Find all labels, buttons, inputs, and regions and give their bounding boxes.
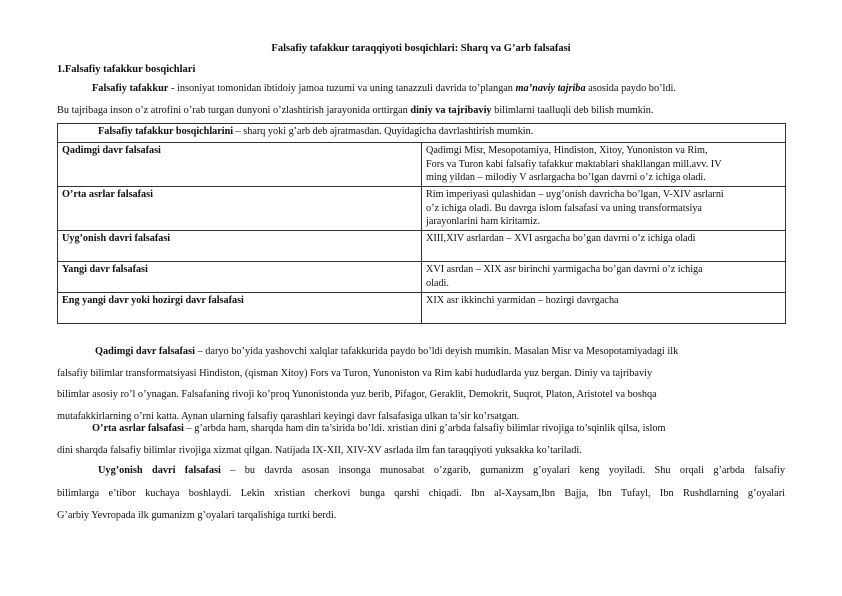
- qadimgi-term: Qadimgi davr falsafasi: [95, 346, 195, 357]
- periods-table: [57, 123, 786, 324]
- qadimgi-line: mutafakkirlarning o’rni katta. Aynan ularning falsafiy qarashlari keyingi davr falsafasiga ulkan ta’sir ko’rsatgan.: [57, 410, 520, 422]
- orta-line: dini sharqda falsafiy bilimlar rivojiga xizmat qilgan. Natijada IX-XII, XIV-XV asrlada ilm fan taraqqiyoti yuksakka ko’tariladi.: [57, 444, 582, 456]
- table-row: [58, 143, 786, 187]
- period-description: [422, 231, 786, 262]
- qadimgi-line1-text: – daryo bo’yida yashovchi xalqlar tafakkurida paydo bo’ldi deyish mumkin. Masalan Misr va Mesopotamiyadagi ilk: [194, 346, 679, 357]
- table-header-row: [58, 124, 786, 143]
- period-name: O’rta asrlar falsafasi: [58, 187, 422, 231]
- section-heading: 1.Falsafiy tafakkur bosqichlari: [57, 64, 196, 75]
- table-header-text: – sharq yoki g’arb deb ajratmasdan. Quyidagicha davrlashtirish mumkin.: [233, 126, 534, 137]
- uygonish-line-2: bilimlarga e’tibor kuchaya boshlaydi. Lekin xristian cherkovi bunga qarshi chiqadi. Ibn al-Xaysam,Ibn Bajja, Ibn Tufayl, Ibn Rushdlarning g’oyalari: [57, 487, 785, 499]
- desc-line: Qadimgi Misr, Mesopotamiya, Hindiston, Xitoy, Yunoniston va Rim,: [426, 145, 708, 156]
- intro-text-1: - insoniyat tomonidan ibtidoiy jamoa tuzumi va uning tanazzuli davrida to’plangan: [168, 83, 516, 94]
- intro-paragraph: [57, 78, 785, 121]
- table-row: [58, 293, 786, 324]
- qadimgi-paragraph: [57, 341, 785, 427]
- intro-term: Falsafiy tafakkur: [92, 83, 169, 94]
- intro-line-2: [57, 100, 785, 122]
- table-row: [58, 231, 786, 262]
- intro-line2-text: Bu tajribaga inson o’z atrofini o’rab turgan dunyoni o’zlashtirish jarayonida orttirgan: [57, 104, 411, 116]
- table-row: [58, 187, 786, 231]
- desc-line: jarayonlarini ham kiritamiz.: [426, 216, 541, 227]
- desc-line: Rim imperiyasi qulashidan – uyg’onish davricha bo’lgan, V-XIV asrlarni: [426, 189, 724, 200]
- qadimgi-line: bilimlar asosiy ro’l o’ynagan. Falsafaning rivoji ko’proq Yunonistonda yuz berib, Pifagor, Geraklit, Demokrit, Suqrot, Platon, Aristotel va boshqa: [57, 389, 657, 400]
- desc-line: XVI asrdan – XIX asr birinchi yarmigacha bo’gan davrni o’z ichiga: [426, 264, 703, 275]
- desc-line: o’z ichiga oladi. Bu davrga islom falsafasi va uning transformatsiya: [426, 202, 702, 214]
- period-name: Eng yangi davr yoki hozirgi davr falsafasi: [58, 293, 422, 324]
- uygonish-paragraph: [57, 460, 785, 528]
- document-title: Falsafiy tafakkur taraqqiyoti bosqichlari: Sharq va G’arb falsafasi: [271, 43, 571, 54]
- period-name: Yangi davr falsafasi: [58, 262, 422, 293]
- orta-paragraph: [57, 418, 785, 461]
- table-header-cell: [58, 124, 786, 143]
- intro-line2-end: bilimlarni taalluqli deb bilish mumkin.: [491, 104, 654, 116]
- intro-line2-bold: diniy va tajribaviy: [410, 104, 492, 116]
- desc-line: oladi.: [426, 277, 449, 289]
- orta-term: O’rta asrlar falsafasi: [92, 423, 184, 434]
- intro-emphasis: ma’naviy tajriba: [515, 83, 586, 94]
- period-name: Uyg’onish davri falsafasi: [58, 231, 422, 262]
- uygonish-line-1: [57, 460, 785, 483]
- intro-line-1: [57, 78, 785, 100]
- desc-line: Fors va Turon kabi falsafiy tafakkur maktablari shakllangan mill.avv. IV: [426, 158, 722, 170]
- uygonish-term: Uyg’onish davri falsafasi: [98, 465, 221, 476]
- desc-line: ming yildan – milodiy V asrlargacha bo’lgan davrni o’z ichiga oladi.: [426, 172, 706, 183]
- orta-line-1: [57, 418, 785, 440]
- desc-line: XIX asr ikkinchi yarmidan – hozirgi davrgacha: [426, 295, 619, 306]
- uygonish-line-3: G’arbiy Yevropada ilk gumanizm g’oyalari tarqalishiga turtki berdi.: [57, 510, 337, 521]
- period-description: [422, 262, 786, 293]
- intro-text-2: asosida paydo bo’ldi.: [585, 83, 676, 94]
- desc-line: XIII,XIV asrlardan – XVI asrgacha bo’gan davrni o’z ichiga oladi: [426, 233, 696, 244]
- table-row: [58, 262, 786, 293]
- orta-line1-text: – g’arbda ham, sharqda ham din ta’sirida bo’ldi. xristian dini g’arbda falsafiy bilimlar rivojiga to’sqinlik qilsa, islom: [183, 423, 666, 434]
- period-description: [422, 293, 786, 324]
- period-name: Qadimgi davr falsafasi: [58, 143, 422, 187]
- period-description: [422, 187, 786, 231]
- qadimgi-line: falsafiy bilimlar transformatsiyasi Hindiston, (qisman Xitoy) Fors va Turon, Yunoniston va Rim kabi hududlarda yuz bergan. Diniy va tajribaviy: [57, 367, 653, 379]
- table-header-bold: Falsafiy tafakkur bosqichlarini: [98, 126, 234, 137]
- period-description: [422, 143, 786, 187]
- uygonish-line1-text: – bu davrda asosan insonga munosabat o’zgarib, gumanizm g’oyalari keng yoyiladi. Shu orqali g’arbda falsafiy: [220, 465, 785, 476]
- qadimgi-line-1: [57, 341, 785, 363]
